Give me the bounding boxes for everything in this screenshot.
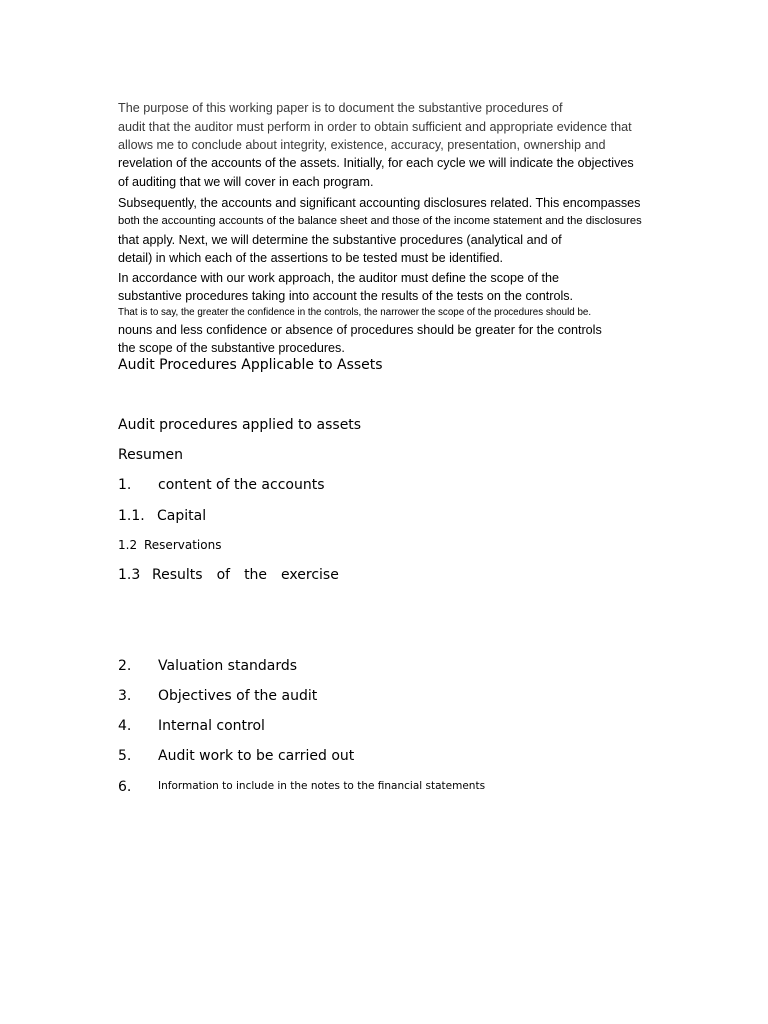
outline-number: 2. — [118, 658, 132, 674]
paragraph-line: substantive procedures taking into account the results of the tests on the controls. — [118, 289, 574, 303]
paragraph-line: In accordance with our work approach, the auditor must define the scope of the — [118, 271, 560, 285]
subtitle: Audit procedures applied to assets — [118, 417, 362, 433]
paragraph-line: nouns and less confidence or absence of procedures should be greater for the controls — [118, 323, 602, 337]
paragraph-line: The purpose of this working paper is to document the substantive procedures of — [118, 101, 563, 115]
outline-number: 4. — [118, 718, 132, 734]
outline-item-1 — [118, 476, 325, 494]
section-title: Audit Procedures Applicable to Assets — [118, 357, 383, 373]
outline-item-4 — [118, 717, 265, 735]
outline-label: Valuation standards — [158, 658, 298, 674]
outline-word: of — [216, 567, 231, 583]
paragraph-line: that apply. Next, we will determine the substantive procedures (analytical and of — [118, 233, 562, 247]
paragraph-line: audit that the auditor must perform in order to obtain sufficient and appropriate evidence that — [118, 120, 632, 134]
outline-label: Reservations — [144, 538, 222, 552]
outline-label: Capital — [157, 508, 207, 524]
outline-word: Results — [152, 567, 203, 583]
outline-number: 1.2 — [118, 538, 138, 552]
paragraph-line: That is to say, the greater the confidence in the controls, the narrower the scope of the procedures should be. — [118, 307, 592, 318]
outline-label: content of the accounts — [158, 477, 325, 493]
outline-word: exercise — [281, 567, 339, 583]
paragraph-line: revelation of the accounts of the assets. Initially, for each cycle we will indicate the objectives — [118, 156, 634, 170]
outline-number: 5. — [118, 748, 132, 764]
outline-item-3 — [118, 687, 317, 705]
outline-item-1-2 — [118, 536, 221, 554]
outline-label: Objectives of the audit — [158, 688, 318, 704]
outline-item-1-3 — [118, 566, 339, 584]
outline-word: the — [244, 567, 268, 583]
outline-label: Information to include in the notes to the financial statements — [158, 780, 486, 792]
outline-number: 1.1. — [118, 508, 145, 524]
paragraph-line: both the accounting accounts of the balance sheet and those of the income statement and the disclosures — [118, 215, 642, 227]
outline-number: 3. — [118, 688, 132, 704]
outline-item-5 — [118, 747, 354, 765]
outline-number: 6. — [118, 779, 132, 795]
paragraph-line: of auditing that we will cover in each program. — [118, 175, 374, 189]
outline-item-6 — [118, 777, 485, 796]
outline-item-1-1 — [118, 507, 206, 525]
outline-label: Internal control — [158, 718, 265, 734]
summary-label: Resumen — [118, 447, 184, 463]
paragraph-line: the scope of the substantive procedures. — [118, 341, 345, 355]
outline-label: Audit work to be carried out — [158, 748, 355, 764]
outline-item-2 — [118, 657, 297, 675]
paragraph-line: detail) in which each of the assertions to be tested must be identified. — [118, 251, 504, 265]
paragraph-line: Subsequently, the accounts and significant accounting disclosures related. This encompasses — [118, 196, 641, 210]
outline-number: 1. — [118, 477, 132, 493]
outline-number: 1.3 — [118, 567, 141, 583]
paragraph-line: allows me to conclude about integrity, existence, accuracy, presentation, ownership and — [118, 138, 606, 152]
